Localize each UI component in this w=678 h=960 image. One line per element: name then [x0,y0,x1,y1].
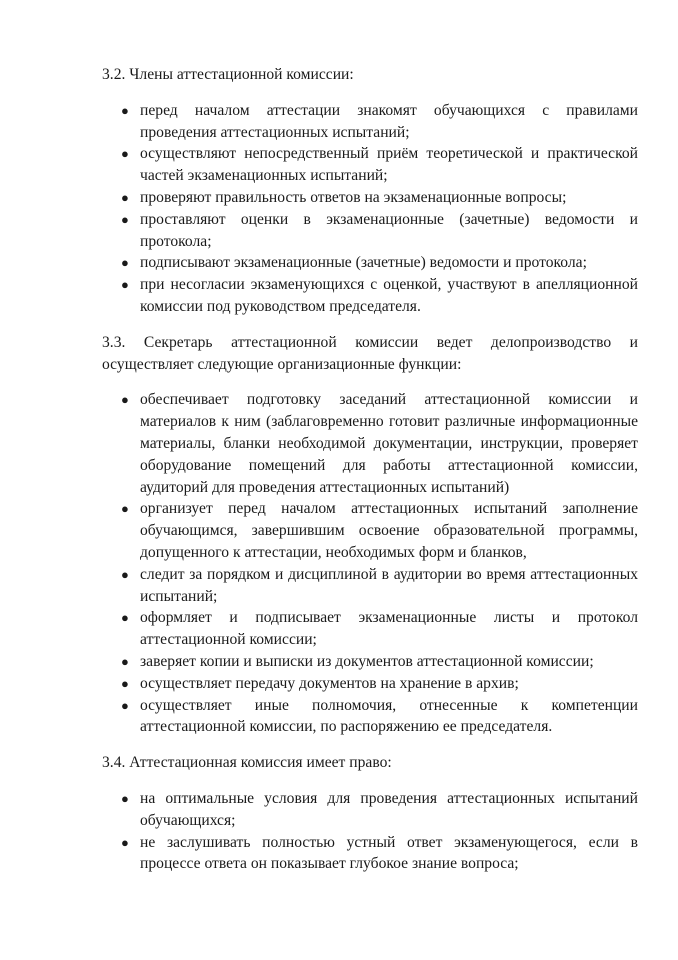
section-heading-3-3: 3.3. Секретарь аттестационной комиссии ведет делопроизводство и осуществляет следующие организационные функции: [102,333,638,373]
bullet-dot-icon: ● [121,211,129,227]
section-3-2-list [102,100,638,318]
bullet-dot-icon: ● [121,501,129,517]
list-item: ● заверяет копии и выписки из документов аттестационной комиссии; [102,651,638,673]
list-item: ● на оптимальные условия для проведения аттестационных испытаний обучающихся; [121,789,638,829]
bullet-dot-icon: ● [121,102,129,118]
bullet-dot-icon: ● [121,790,129,806]
section-3-3-list [102,389,638,738]
list-item: ● следит за порядком и дисциплиной в аудитории во время аттестационных испытаний; [121,565,638,605]
section-heading-3-4: 3.4. Аттестационная комиссия имеет право: [102,754,392,772]
bullet-dot-icon: ● [121,675,129,691]
bullet-dot-icon: ● [121,697,129,713]
document-content [102,64,638,889]
list-item: ● осуществляет передачу документов на хранение в архив; [102,673,638,695]
bullet-dot-icon: ● [121,610,129,626]
bullet-dot-icon: ● [121,566,129,582]
list-item: ● оформляет и подписывает экзаменационные листы и протокол аттестационной комиссии; [121,609,638,649]
bullet-dot-icon: ● [121,834,129,850]
bullet-dot-icon: ● [121,189,129,205]
list-item: ● при несогласии экзаменующихся с оценкой, участвуют в апелляционной комиссии под руководством председателя. [121,276,638,315]
list-item: ● обеспечивает подготовку заседаний аттестационной комиссии и материалов к ним (заблаговременно готовит различные информационные материалы, бланки необходимой документации, инструкции, проверяет оборудование помещений для работы аттестационной комиссии, аудиторий для проведения аттестационных испытаний) [121,391,638,496]
list-item: ● организует перед началом аттестационных испытаний заполнение обучающимся, завершившим освоение образовательной программы, допущенного к аттестации, необходимых форм и бланков, [121,500,638,561]
list-item: ● подписывают экзаменационные (зачетные) ведомости и протокола; [102,252,638,274]
list-item: ● проверяют правильность ответов на экзаменационные вопросы; [102,187,638,209]
bullet-dot-icon: ● [121,146,129,162]
list-item: ● не заслушивать полностью устный ответ экзаменующегося, если в процессе ответа он показывает глубокое знание вопроса; [121,833,638,873]
bullet-dot-icon: ● [121,392,129,408]
bullet-dot-icon: ● [121,277,129,293]
list-item: ● осуществляют непосредственный приём теоретической и практической частей экзаменационных испытаний; [121,145,638,185]
bullet-dot-icon: ● [121,653,129,669]
list-item: ● перед началом аттестации знакомят обучающихся с правилами проведения аттестационных испытаний; [121,101,638,141]
bullet-dot-icon: ● [121,255,129,271]
section-heading-3-2: 3.2. Члены аттестационной комиссии: [102,66,354,83]
section-3-4-list [102,788,638,875]
list-item: ● проставляют оценки в экзаменационные (зачетные) ведомости и протокола; [121,210,638,250]
list-item: ● осуществляет иные полномочия, отнесенные к компетенции аттестационной комиссии, по распоряжению ее председателя. [121,696,638,736]
